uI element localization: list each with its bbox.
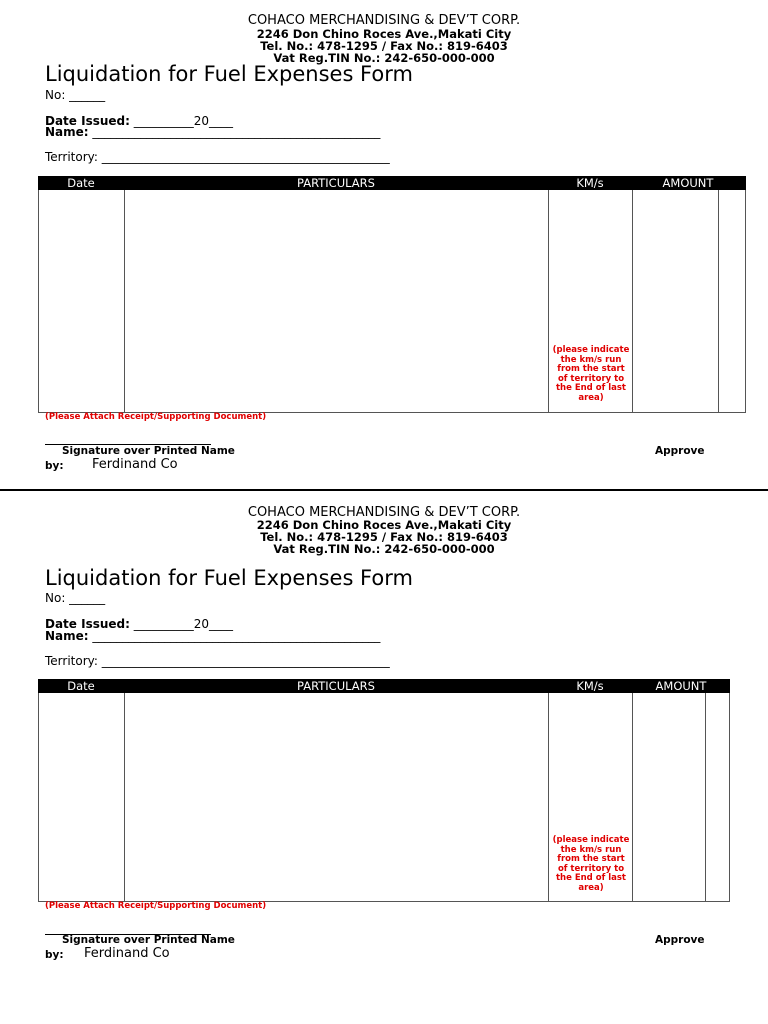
company-address: 2246 Don Chino Roces Ave.,Makati City: [256, 27, 512, 41]
kms-note: (please indicate the km/s run from the start of territory to the End of last area): [552, 345, 630, 403]
kms-note: (please indicate the km/s run from the start of territory to the End of last area): [552, 835, 630, 893]
attach-note: (Please Attach Receipt/Supporting Document): [45, 901, 267, 911]
date-issued-value: __________20____: [129, 114, 234, 128]
col-date-header: Date: [67, 679, 95, 693]
col-amount-header: AMOUNT: [655, 679, 707, 693]
company-phone: Tel. No.: 478-1295 / Fax No.: 819-6403: [260, 530, 508, 544]
form-title: Liquidation for Fuel Expenses Form: [45, 566, 413, 590]
name-line: ________________________________________________: [88, 125, 381, 139]
by-label: by:: [45, 460, 64, 472]
name-field[interactable]: [45, 629, 380, 643]
company-name: COHACO MERCHANDISING & DEV’T CORP.: [247, 13, 521, 28]
approve-label: Approve: [655, 445, 705, 457]
approve-label: Approve: [655, 934, 705, 946]
approver-name: Ferdinand Co: [84, 946, 170, 961]
name-line: ________________________________________________: [88, 629, 381, 643]
territory-field[interactable]: Territory: ________________________________________________: [45, 654, 390, 668]
col-divider: [705, 693, 706, 901]
date-issued-label: Date Issued:: [45, 114, 130, 128]
col-divider: [124, 190, 125, 412]
date-issued-label: Date Issued:: [45, 617, 130, 631]
col-date-header: Date: [67, 176, 95, 190]
col-particulars-header: PARTICULARS: [297, 679, 375, 693]
col-amount-header: AMOUNT: [662, 176, 714, 190]
col-divider: [632, 190, 633, 412]
form-title: Liquidation for Fuel Expenses Form: [45, 62, 413, 86]
name-label: Name:: [45, 629, 89, 643]
col-divider: [632, 693, 633, 901]
expense-table[interactable]: [38, 190, 746, 413]
date-issued-value: __________20____: [129, 617, 234, 631]
approver-name: Ferdinand Co: [92, 457, 178, 472]
name-field[interactable]: [45, 125, 380, 139]
table-header: [38, 176, 746, 190]
form-number-field[interactable]: No: ______: [45, 88, 106, 102]
col-divider: [124, 693, 125, 901]
col-divider: [548, 190, 549, 412]
by-label: by:: [45, 949, 64, 961]
col-particulars-header: PARTICULARS: [297, 176, 375, 190]
signature-label: Signature over Printed Name: [62, 445, 235, 457]
form-number-field[interactable]: No: ______: [45, 591, 106, 605]
company-name: COHACO MERCHANDISING & DEV’T CORP.: [247, 505, 521, 520]
attach-note: (Please Attach Receipt/Supporting Document): [45, 412, 267, 422]
col-divider: [548, 693, 549, 901]
page-divider: [0, 489, 768, 491]
company-tin: Vat Reg.TIN No.: 242-650-000-000: [273, 542, 495, 556]
expense-table[interactable]: [38, 693, 730, 902]
company-address: 2246 Don Chino Roces Ave.,Makati City: [256, 518, 512, 532]
col-divider: [718, 190, 719, 412]
col-kms-header: KM/s: [576, 176, 604, 190]
company-tin: Vat Reg.TIN No.: 242-650-000-000: [273, 51, 495, 65]
col-kms-header: KM/s: [576, 679, 604, 693]
table-header: [38, 679, 730, 693]
signature-label: Signature over Printed Name: [62, 934, 235, 946]
territory-field[interactable]: Territory: ________________________________________________: [45, 150, 390, 164]
company-phone: Tel. No.: 478-1295 / Fax No.: 819-6403: [260, 39, 508, 53]
name-label: Name:: [45, 125, 89, 139]
